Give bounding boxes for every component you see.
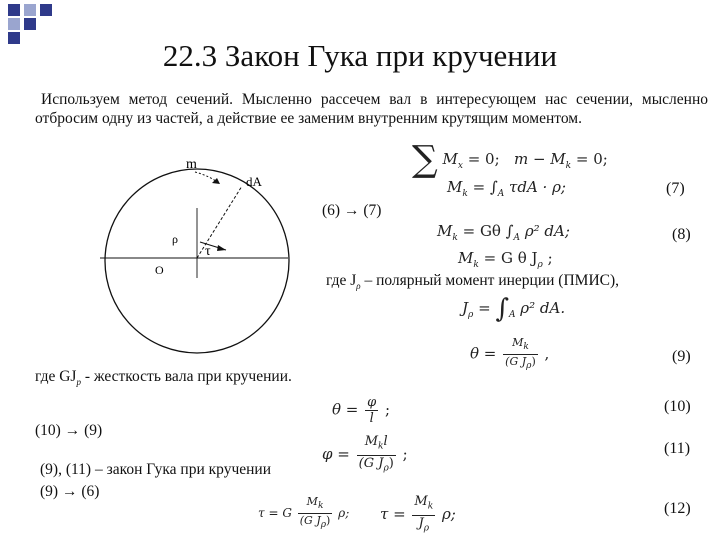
equation-12a: τ = G $\frac{M_k}{(G J_\rho)}$ ρ;: [258, 495, 350, 531]
label-rho: ρ: [172, 232, 178, 246]
hooke-law-note: (9), (11) – закон Гука при кручении: [40, 461, 272, 478]
equation-8: $M_k = G\theta$ $\int_A$ ρ² dA;: [437, 222, 570, 243]
equation-10: θ = $\frac{\varphi}{l}$ ;: [332, 395, 391, 426]
eqnum-10: (10): [664, 398, 691, 415]
label-tau: τ: [205, 244, 211, 259]
eqnum-11: (11): [664, 440, 691, 457]
intro-paragraph: Используем метод сечений. Мысленно рассечем вал в интересующем нас сечении, мысленно отбросим одну из частей, а действие ее заменим внутренним крутящим моментом.: [35, 91, 708, 128]
label-m: m: [186, 157, 197, 172]
substitution-9-6: (9) → (6): [40, 483, 100, 500]
polar-moment-equation: $J_\rho = \int_A$ ρ² dA.: [462, 294, 566, 324]
equation-7: $M_k = \int_A$ τdA · ρ;: [447, 178, 566, 199]
equation-12b: τ = $\frac{M_k}{J_\rho}$ ρ;: [380, 494, 456, 534]
eqnum-9: (9): [672, 348, 691, 365]
page-title: 22.3 Закон Гука при кручении: [162, 38, 558, 73]
substitution-6-7: (6) → (7): [322, 202, 382, 219]
stiffness-note: где $GJ_p$ - жесткость вала при кручении.: [35, 368, 292, 388]
label-O: O: [155, 263, 164, 277]
equation-9: θ = $\frac{M_k}{(G J_\rho)}$ ,: [470, 336, 550, 372]
polar-moment-note: где $J_\rho$ – полярный момент инерции (ПМИС),: [326, 272, 620, 292]
cross-section-figure: [100, 148, 300, 378]
eqnum-12: (12): [664, 500, 691, 517]
eqnum-7: (7): [666, 180, 685, 197]
equation-8b: $M_k = G$ θ $J_\rho$ ;: [458, 249, 553, 270]
eqnum-8: (8): [672, 226, 691, 243]
substitution-10-9: (10) → (9): [35, 422, 103, 439]
equation-11: φ = $\frac{M_kl}{(G J_\rho)}$ ;: [322, 434, 408, 474]
label-dA: dA: [246, 174, 262, 189]
equilibrium-equation: ∑ $M_x = 0$; $m - M_k = 0$;: [412, 139, 608, 180]
